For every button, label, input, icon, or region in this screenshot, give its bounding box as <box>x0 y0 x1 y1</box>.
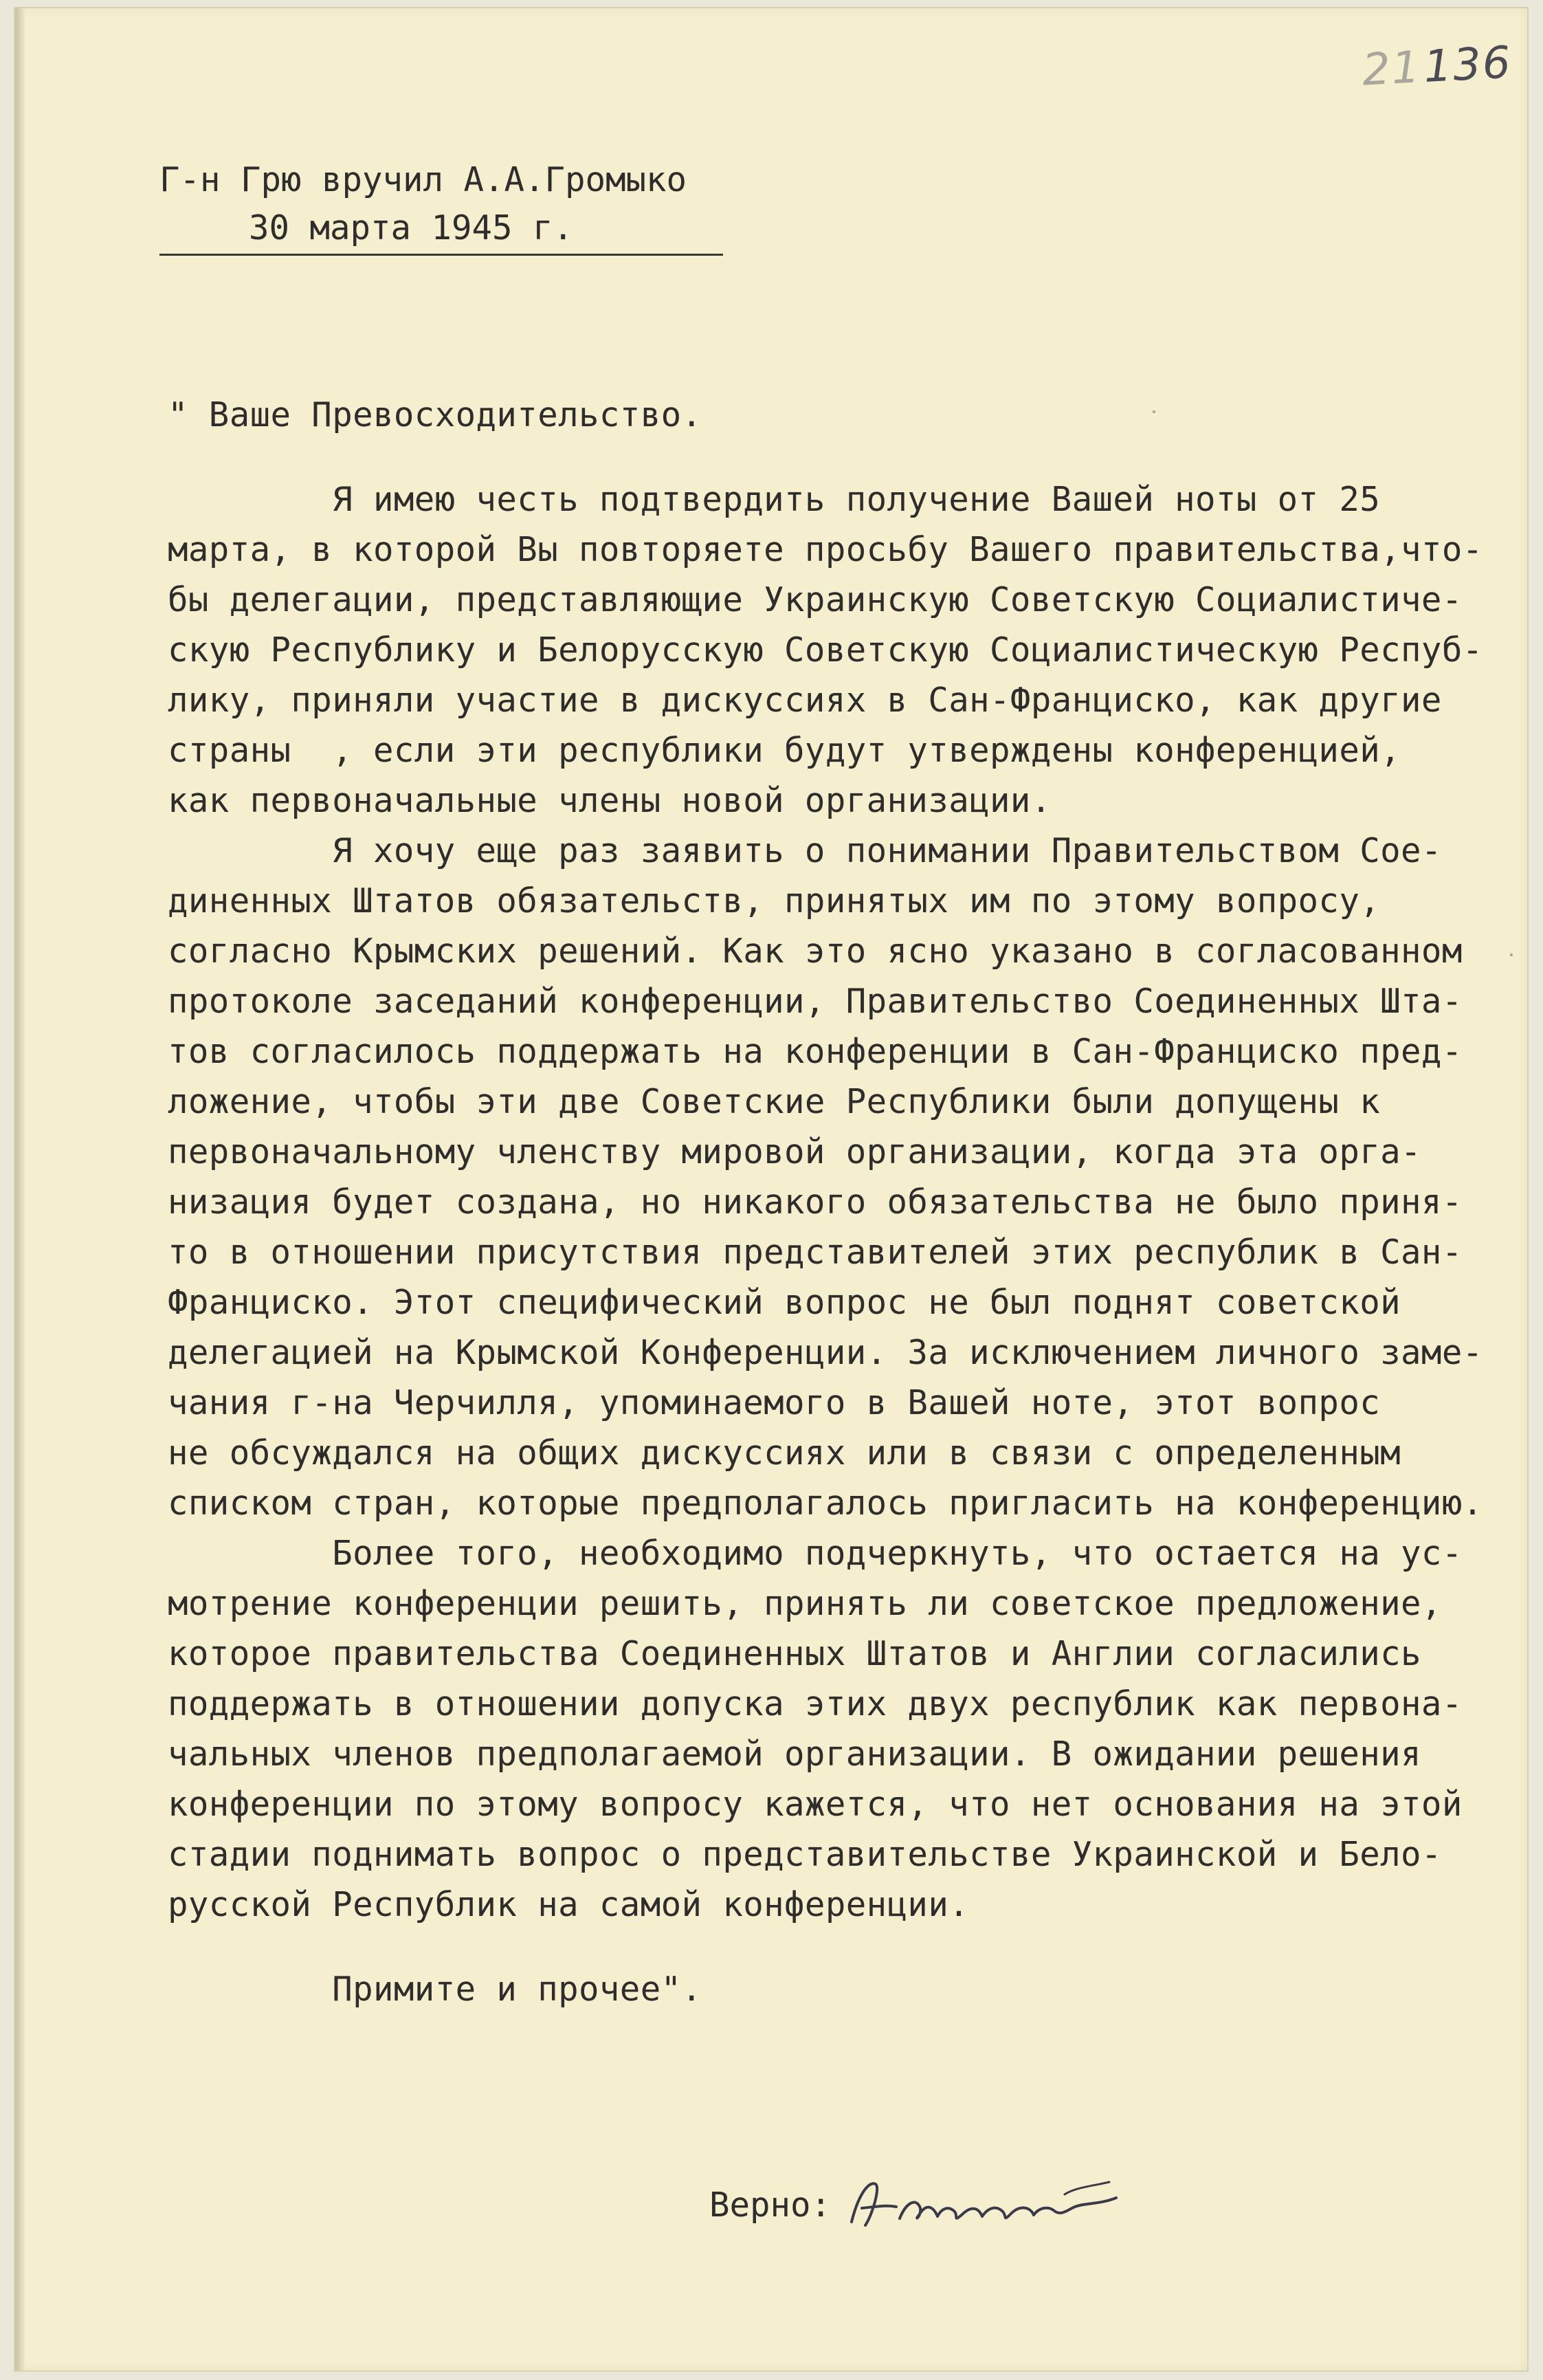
header-line-recipient: Г-н Грю вручил А.А.Громыко <box>159 160 687 199</box>
body-line: мотрение конференции решить, принять ли советское предложение, <box>168 1584 1442 1623</box>
body-line: страны , если эти республики будут утверждены конференцией, <box>168 731 1401 770</box>
body-line: скую Республику и Белорусскую Советскую Социалистическую Респуб- <box>168 630 1483 670</box>
page-number-value: 136 <box>1422 37 1513 93</box>
body-line: низация будет создана, но никакого обязательства не было приня- <box>168 1182 1463 1222</box>
body-line: Примите и прочее". <box>168 1970 702 2009</box>
body-line: Франциско. Этот специфический вопрос не был поднят советской <box>168 1283 1401 1322</box>
body-line: бы делегации, представляющие Украинскую Советскую Социалистиче- <box>168 580 1463 619</box>
body-line: согласно Крымских решений. Как это ясно указано в согласованном <box>168 932 1463 971</box>
body-line: протоколе заседаний конференции, Правительство Соединенных Шта- <box>168 982 1463 1021</box>
document-page <box>15 8 1527 2370</box>
body-line: чальных членов предполагаемой организации. В ожидании решения <box>168 1734 1421 1774</box>
delivery-header <box>159 156 730 256</box>
paper-speck <box>1510 954 1513 956</box>
body-line: то в отношении присутствия представителей этих республик в Сан- <box>168 1233 1463 1272</box>
body-line: списком стран, которые предполагалось пригласить на конференцию. <box>168 1484 1483 1523</box>
body-line: не обсуждался на общих дискуссиях или в связи с определенным <box>168 1433 1401 1473</box>
body-line: ложение, чтобы эти две Советские Республики были допущены к <box>168 1082 1381 1121</box>
body-line: как первоначальные члены новой организации. <box>168 781 1052 820</box>
certification-label: Верно: <box>709 2185 832 2225</box>
body-line: лику, приняли участие в дискуссиях в Сан-Франциско, как другие <box>168 681 1442 720</box>
body-line: Я имею честь подтвердить получение Вашей ноты от 25 <box>168 480 1381 519</box>
header-line-date: 30 марта 1945 г. <box>249 208 574 247</box>
body-line: русской Республик на самой конференции. <box>168 1885 970 1924</box>
body-line: Более того, необходимо подчеркнуть, что остается на ус- <box>168 1534 1463 1573</box>
certification-block <box>709 2167 1126 2243</box>
body-line: марта, в которой Вы повторяете просьбу Вашего правительства,что- <box>168 530 1483 569</box>
body-line: поддержать в отношении допуска этих двух республик как первона- <box>168 1684 1463 1723</box>
body-line <box>168 440 1515 474</box>
body-line: стадии поднимать вопрос о представительстве Украинской и Бело- <box>168 1835 1442 1874</box>
paper-speck <box>1153 410 1155 413</box>
letter-body <box>168 390 1515 2014</box>
struck-page-number: 21 <box>1361 42 1423 96</box>
handwritten-signature <box>838 2167 1126 2243</box>
page-binding-edge <box>15 8 25 2370</box>
body-line: тов согласилось поддержать на конференции в Сан-Франциско пред- <box>168 1032 1463 1071</box>
body-line <box>168 1930 1515 1964</box>
body-line: конференции по этому вопросу кажется, что нет основания на этой <box>168 1785 1463 1824</box>
body-line: " Ваше Превосходительство. <box>168 395 702 434</box>
body-line: делегацией на Крымской Конференции. За исключением личного заме- <box>168 1333 1483 1372</box>
body-line: чания г-на Черчилля, упоминаемого в Вашей ноте, этот вопрос <box>168 1383 1381 1422</box>
body-line: диненных Штатов обязательств, принятых им по этому вопросу, <box>168 881 1381 921</box>
header-underline <box>159 254 723 256</box>
body-line: которое правительства Соединенных Штатов и Англии согласились <box>168 1634 1421 1673</box>
handwritten-page-number <box>1361 37 1513 96</box>
body-line: Я хочу еще раз заявить о понимании Правительством Сое- <box>168 831 1442 870</box>
body-line: первоначальному членству мировой организации, когда эта орга- <box>168 1132 1421 1171</box>
